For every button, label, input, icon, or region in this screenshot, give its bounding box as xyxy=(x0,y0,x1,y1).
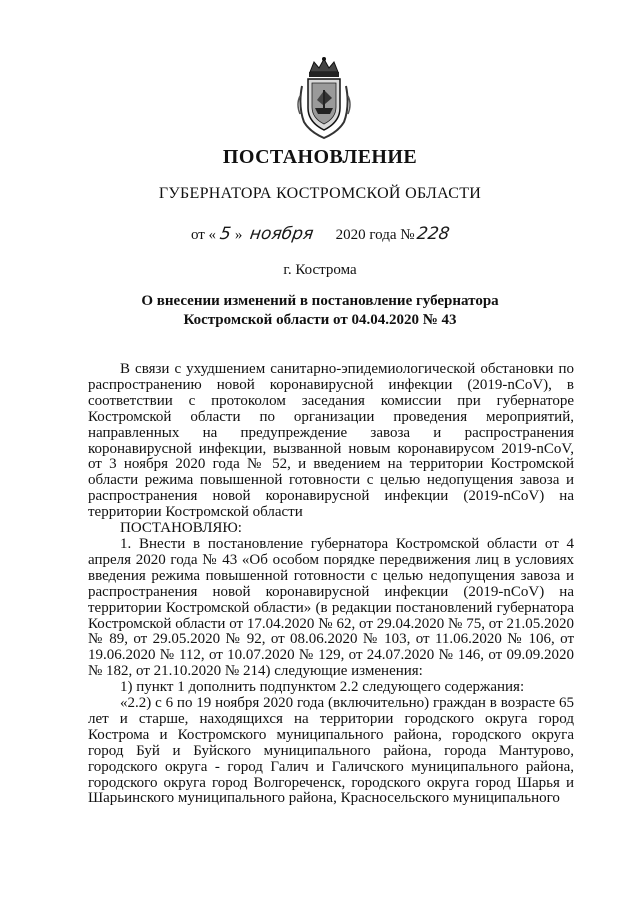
coat-of-arms-emblem xyxy=(296,56,352,140)
heading-line-1: О внесении изменений в постановление губернатора xyxy=(141,293,499,309)
heading-line-2: Костромской области от 04.04.2020 № 43 xyxy=(183,312,457,328)
issuer-subtitle: ГУБЕРНАТОРА КОСТРОМСКОЙ ОБЛАСТИ xyxy=(158,185,482,202)
date-close-quote: » xyxy=(234,227,243,243)
date-year: 2020 года № xyxy=(335,227,415,243)
clause-1-paragraph: 1. Внести в постановление губернатора Костромской области от 4 апреля 2020 года № 43 «Об особом порядке передвижения лиц в условиях введения режима повышенной готовности с целью недопущения завоза и распространения новой коронавирусной инфекции (2019-nCoV) на территории Костромской области» (в редакции постановлений губернатора Костромской области от 17.04.2020 № 62, от 29.04.2020 № 75, от 21.05.2020 № 89, от 29.05.2020 № 92, от 08.06.2020 № 103, от 11.06.2020 № 106, от 19.06.2020 № 112, от 10.07.2020 № 129, от 24.07.2020 № 146, от 09.09.2020 № 182, от 21.10.2020 № 214) следующие изменения: xyxy=(88,535,574,680)
document-title: ПОСТАНОВЛЕНИЕ xyxy=(222,146,418,168)
date-prefix: от « xyxy=(190,227,217,243)
document-heading xyxy=(0,292,640,330)
city-name: г. Кострома xyxy=(283,262,357,278)
handwritten-month: ноября xyxy=(248,224,316,244)
subclause-1-paragraph: 1) пункт 1 дополнить подпунктом 2.2 следующего содержания: xyxy=(120,679,525,696)
preamble-paragraph: В связи с ухудшением санитарно-эпидемиологической обстановки по распространению новой коронавирусной инфекции (2019-nCoV), в соответствии с протоколом заседания комиссии при губернаторе Костромской области по организации проведения мероприятий, направленных на предупреждение завоза и распространения коронавирусной инфекции, вызванной новым коронавирусом 2019-nCoV, от 3 ноября 2020 года № 52, и введением на территории Костромской области режима повышенной готовности с целью недопущения завоза и распространения новой коронавирусной инфекции (2019-nCoV) на территории Костромской области xyxy=(88,361,574,521)
handwritten-doc-number: 228 xyxy=(415,224,451,244)
decree-keyword: ПОСТАНОВЛЯЮ: xyxy=(120,520,242,537)
subclause-2-2-paragraph: «2.2) с 6 по 19 ноября 2020 года (включительно) граждан в возрасте 65 лет и старше, находящихся на территории городского округа город Кострома и Костромского муниципального района, городского округа город Буй и Буйского муниципального района, города Мантурово, городского округа - город Галич и Галичского муниципального района, городского округа город Волгореченск, городского округа город Шарья и Шарьинского муниципального района, Красносельского муниципального xyxy=(88,695,574,807)
document-body xyxy=(88,362,574,807)
handwritten-day: 5 xyxy=(218,224,233,244)
document-dateline xyxy=(0,224,640,244)
